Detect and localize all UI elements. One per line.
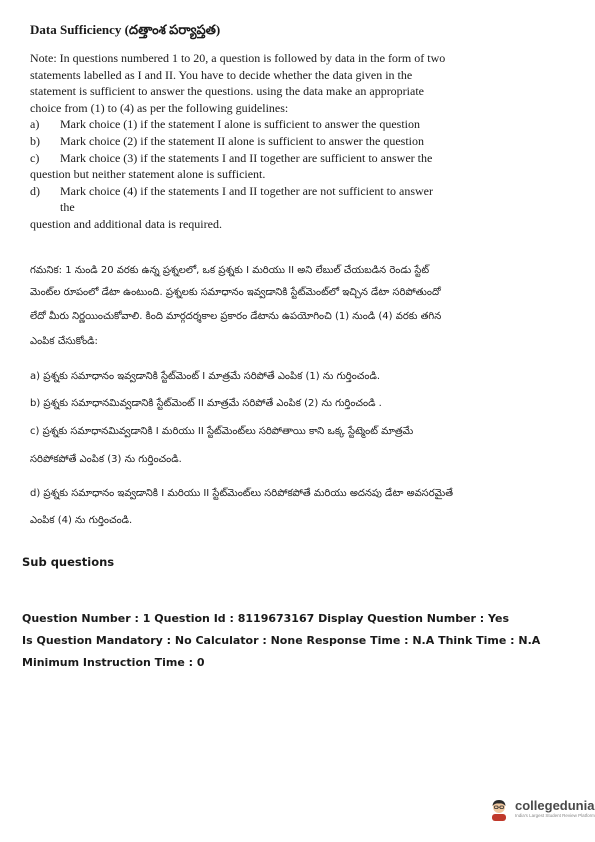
option-text: Mark choice (4) if the statements I and II together are not sufficient to answer the (60, 183, 433, 215)
logo-name: collegedunia (515, 798, 595, 813)
question-meta (22, 608, 582, 674)
logo-tagline: India's Largest Student Review Platform (515, 813, 595, 818)
telugu-line: మెంట్‌ల రూపంలో డేటా ఉంటుంది. ప్రశ్నలకు సమాధానం ఇవ్వడానికి స్టేట్‌మెంట్‌లో ఇచ్చిన డేటా సరిపోతుందో (30, 287, 441, 298)
telugu-line: ఎంపిక చేసుకోండి: (30, 336, 98, 347)
telugu-line: d) ప్రశ్నకు సమాధానం ఇవ్వడానికి I మరియు II స్టేట్‌మెంట్‌లు సరిపోకపోతే మరియు అదనపు డేటా అవసరమైతే (30, 488, 453, 499)
option-label: a) (30, 117, 40, 132)
option-b (30, 133, 450, 150)
meta-think-time: Think Time : N.A (438, 634, 541, 647)
telugu-line: ఎంపిక (4) ను గుర్తించండి. (30, 515, 133, 526)
meta-mandatory: Is Question Mandatory : No (22, 634, 192, 647)
option-continuation: question and additional data is required. (30, 216, 222, 231)
meta-question-id: Question Id : 8119673167 (154, 612, 315, 625)
telugu-line: a) ప్రశ్నకు సమాధానం ఇవ్వడానికి స్టేట్‌మెంట్ I మాత్రమే సరిపోతే ఎంపిక (1) ను గుర్తించండి. (30, 371, 381, 382)
option-text: Mark choice (3) if the statements I and II together are sufficient to answer the (60, 150, 433, 165)
telugu-line: గమనిక: 1 నుండి 20 వరకు ఉన్న ప్రశ్నలలో, ఒక ప్రశ్నకు I మరియు II అని లేబుల్ చేయబడిన రెండు స్టేట్ (30, 265, 430, 276)
telugu-line: c) ప్రశ్నకు సమాధానమివ్వడానికి I మరియు II స్టేట్‌మెంట్‌లు సరిపోతాయి కాని ఒక్క స్టేట్మెంట్ మాత్రమే (30, 426, 414, 437)
telugu-line: b) ప్రశ్నకు సమాధానమివ్వడానికి స్టేట్‌మెంట్ II మాత్రమే సరిపోతే ఎంపిక (2) ను గుర్తించండి . (30, 398, 382, 409)
option-text: Mark choice (1) if the statement I alone is sufficient to answer the question (60, 117, 420, 132)
option-c (30, 150, 450, 167)
telugu-line: సరిపోకపోతే ఎంపిక (3) ను గుర్తించండి. (30, 454, 182, 465)
instructions-english (30, 50, 450, 233)
option-label: d) (30, 183, 40, 198)
meta-calculator: Calculator : None (195, 634, 303, 647)
student-avatar-icon (488, 797, 510, 821)
page-title: Data Sufficiency (దత్తాంశ పర్యాప్తత) (30, 22, 221, 37)
option-a (30, 116, 450, 133)
option-label: c) (30, 150, 40, 165)
telugu-line: లేదో మీరు నిర్ణయించుకోవాలి. కింది మార్గదర్శకాల ప్రకారం డేటాను ఉపయోగించి (1) నుండి (4) వరకు తగిన (30, 311, 442, 322)
meta-response-time: Response Time : N.A (306, 634, 435, 647)
meta-question-number: Question Number : 1 (22, 612, 151, 625)
meta-display-number: Display Question Number : Yes (318, 612, 510, 625)
option-d (30, 183, 450, 216)
collegedunia-logo (488, 797, 595, 821)
note-intro: Note: In questions numbered 1 to 20, a question is followed by data in the form of two statements labelled as I and II. You have to decide whether the data given in the statement is sufficient to answer the questions. using the data make an appropriate choice from (1) to (4) as per the following guidelines: (30, 51, 446, 115)
meta-min-instruction-time: Minimum Instruction Time : 0 (22, 656, 205, 669)
option-text: Mark choice (2) if the statement II alone is sufficient to answer the question (60, 133, 424, 148)
option-label: b) (30, 133, 40, 148)
sub-questions-heading: Sub questions (22, 555, 115, 569)
option-continuation: question but neither statement alone is sufficient. (30, 167, 266, 182)
